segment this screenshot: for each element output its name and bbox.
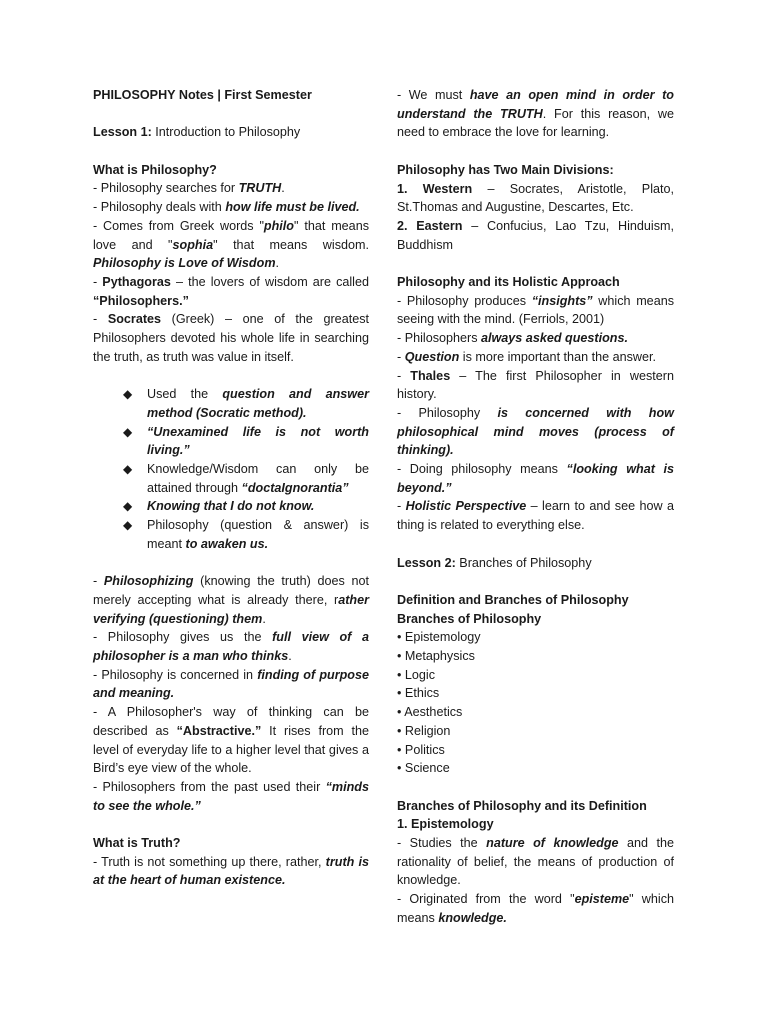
what-is-philosophy-heading [93, 161, 369, 180]
bullet-icon: • [397, 742, 402, 757]
text: - [93, 574, 104, 589]
epistemology-heading-text: 1. Epistemology [397, 817, 494, 832]
diamond-bullet-icon: ◆ [123, 424, 133, 439]
text: and the rationality of belief, the means of production of knowledge. [397, 836, 674, 888]
note-abstractive [93, 703, 369, 778]
text: which means seeing with the mind. (Ferriols, 2001) [397, 293, 674, 327]
emphasis: philo [263, 218, 294, 233]
note-minds-whole [93, 778, 369, 815]
divisions-heading [397, 161, 674, 180]
branches-heading-text: Branches of Philosophy [397, 611, 542, 626]
emphasis: Knowing that I do not know. [147, 499, 315, 514]
list-item [397, 703, 674, 722]
diamond-bullet-icon: ◆ [123, 499, 133, 514]
list-item [93, 385, 369, 422]
emphasis: Question [404, 349, 460, 364]
right-column [397, 86, 674, 928]
what-is-truth-text: What is Truth? [93, 836, 181, 851]
text: - Philosophers from the past used their [93, 779, 326, 794]
text: It rises from the level of everyday life to a higher level that gives a Bird’s eye view of the whole. [93, 723, 369, 776]
branch-name: Ethics [404, 686, 440, 701]
text: - [397, 368, 411, 383]
note-purpose-meaning [93, 666, 369, 703]
emphasis: Philosophy is Love of Wisdom [93, 256, 276, 271]
list-item [397, 722, 674, 741]
emphasis: “looking what is beyond.” [397, 462, 674, 495]
emphasis: Holistic Perspective [405, 499, 527, 514]
socrates-diamond-list [93, 385, 369, 553]
text: - Philosophers [397, 331, 481, 346]
list-item [397, 759, 674, 778]
holistic-heading [397, 273, 674, 292]
branches-heading [397, 610, 674, 629]
text: – The first Philosopher in western history. [397, 368, 674, 402]
text: - Comes from Greek words " [93, 218, 264, 233]
text: " which means [397, 892, 674, 925]
list-item [93, 516, 369, 553]
note-looking-beyond [397, 460, 674, 497]
note-epistemology-studies [397, 834, 674, 890]
emphasis: have an open mind in order to understand the TRUTH [397, 88, 674, 121]
emphasis: sophia [172, 237, 214, 252]
note-full-view [93, 628, 369, 665]
text: . For this reason, we need to embrace the love for learning. [397, 106, 674, 140]
holistic-heading-text: Philosophy and its Holistic Approach [397, 275, 620, 289]
text: – the lovers of wisdom are called [170, 275, 369, 289]
emphasis: “Abstractive.” [176, 723, 262, 738]
text: - Originated from the word " [397, 892, 575, 907]
text: - Philosophy [397, 405, 498, 420]
list-item [397, 666, 674, 685]
diamond-bullet-icon: ◆ [123, 387, 133, 402]
list-item [397, 741, 674, 760]
list-item [93, 460, 369, 497]
emphasis: 1. Western [397, 181, 473, 196]
definition-heading [397, 591, 674, 610]
emphasis: “minds to see the whole.” [93, 779, 369, 813]
bullet-icon: • [397, 723, 402, 738]
lesson2-label: Lesson 2: [397, 555, 456, 570]
emphasis: is concerned with how philosophical mind moves (process of thinking). [397, 405, 674, 458]
what-is-truth-heading [93, 834, 369, 853]
branches-definition-heading-text: Branches of Philosophy and its Definition [397, 798, 647, 813]
emphasis: TRUTH [238, 181, 282, 196]
branches-definition-heading [397, 797, 674, 816]
document-title [93, 86, 369, 105]
note-philosophical-mind [397, 404, 674, 460]
text: - Philosophy deals with [93, 200, 226, 215]
text: - Philosophy produces [397, 293, 532, 308]
text: – Confucius, Lao Tzu, Hinduism, Buddhism [397, 218, 674, 252]
branch-name: Epistemology [404, 630, 481, 645]
bullet-icon: • [397, 667, 402, 682]
text: (knowing the truth) does not merely accepting what is already there, r [93, 574, 369, 607]
text: . [288, 649, 292, 664]
note-thales [397, 367, 674, 404]
document-title-text: PHILOSOPHY Notes | First Semester [93, 88, 312, 102]
text: Philosophy (question & answer) is meant [147, 518, 369, 551]
text: - We must [397, 88, 470, 102]
lesson1-heading [93, 123, 369, 142]
note-truth [93, 853, 369, 890]
emphasis: Philosophizing [103, 574, 194, 589]
emphasis: “Philosophers.” [93, 293, 189, 308]
bullet-icon: • [397, 649, 402, 664]
what-is-philosophy-text: What is Philosophy? [93, 162, 217, 177]
emphasis: Pythagoras [102, 275, 171, 289]
note-how-life-lived [93, 198, 369, 217]
text: - [397, 349, 405, 364]
text: - Philosophy searches for [93, 181, 239, 196]
emphasis: “doctaIgnorantia” [241, 480, 349, 495]
branches-list [397, 628, 674, 778]
text: – learn to and see how a thing is related to everything else. [397, 499, 674, 533]
emphasis: knowledge. [438, 910, 507, 925]
note-searches-truth [93, 179, 369, 198]
text: - Studies the [397, 836, 487, 851]
note-insights [397, 292, 674, 329]
diamond-bullet-icon: ◆ [123, 518, 133, 533]
emphasis: 2. Eastern [397, 218, 463, 233]
text: Knowledge/Wisdom can only be attained through [147, 462, 369, 495]
text: – Socrates, Aristotle, Plato, St.Thomas and Augustine, Descartes, Etc. [397, 181, 674, 215]
emphasis: how life must be lived. [225, 200, 360, 215]
bullet-icon: • [397, 705, 402, 720]
epistemology-heading [397, 815, 674, 834]
branch-name: Politics [404, 742, 445, 757]
text: - Truth is not something up there, rather, [93, 854, 326, 869]
left-column [93, 86, 369, 890]
note-open-mind [397, 86, 674, 142]
text: Used the [147, 387, 223, 402]
division-western [397, 180, 674, 217]
emphasis: to awaken us. [185, 536, 269, 551]
emphasis: Socrates [107, 312, 162, 327]
lesson2-title: Branches of Philosophy [455, 555, 592, 570]
note-episteme [397, 890, 674, 927]
branch-name: Aesthetics [404, 705, 463, 720]
definition-heading-text: Definition and Branches of Philosophy [397, 592, 629, 607]
text: " that means love and " [93, 218, 369, 252]
text: . [275, 256, 280, 271]
emphasis: “insights” [531, 293, 593, 308]
emphasis: Thales [410, 368, 451, 383]
list-item [93, 497, 369, 516]
text: - A Philosopher's way of thinking can be described as [93, 705, 369, 738]
text: - [397, 499, 406, 514]
division-eastern [397, 217, 674, 254]
emphasis: always asked questions. [481, 331, 628, 346]
branch-name: Religion [404, 723, 451, 738]
note-holistic-perspective [397, 497, 674, 534]
text: - Philosophy is concerned in [93, 667, 258, 682]
text: - Doing philosophy means [397, 462, 567, 477]
text: (Greek) – one of the greatest Philosophers devoted his whole life in searching the truth, as truth was value in itself. [93, 312, 369, 364]
text: . [262, 611, 266, 626]
branch-name: Science [404, 761, 450, 776]
diamond-bullet-icon: ◆ [123, 462, 133, 477]
bullet-icon: • [397, 686, 402, 701]
text: - [93, 275, 103, 289]
branch-name: Metaphysics [404, 649, 475, 664]
lesson1-title: Introduction to Philosophy [151, 125, 301, 140]
text: - [93, 312, 108, 327]
note-asked-questions [397, 329, 674, 348]
text: . [281, 181, 285, 196]
branch-name: Logic [404, 667, 436, 682]
text: " that means wisdom. [213, 237, 369, 252]
emphasis: episteme [574, 892, 630, 907]
note-philosophizing [93, 572, 369, 628]
note-socrates [93, 310, 369, 366]
bullet-icon: • [397, 761, 402, 776]
text: is more important than the answer. [459, 349, 656, 364]
emphasis: truth is at the heart of human existence. [93, 854, 369, 888]
emphasis: question and answer method (Socratic method). [147, 387, 370, 420]
emphasis: full view of a philosopher is a man who thinks [93, 630, 369, 664]
emphasis: ather verifying (questioning) them [93, 592, 369, 626]
emphasis: finding of purpose and meaning. [93, 667, 370, 701]
lesson1-label: Lesson 1: [93, 125, 152, 140]
emphasis: nature of knowledge [486, 836, 619, 851]
list-item [397, 628, 674, 647]
note-question [397, 348, 674, 367]
list-item [93, 423, 369, 460]
bullet-icon: • [397, 630, 402, 645]
emphasis: “Unexamined life is not worth living.” [147, 424, 369, 458]
lesson2-heading [397, 554, 674, 573]
note-greek-words [93, 217, 369, 273]
list-item [397, 684, 674, 703]
note-pythagoras [93, 273, 369, 310]
list-item [397, 647, 674, 666]
text: - Philosophy gives us the [93, 630, 273, 645]
divisions-heading-text: Philosophy has Two Main Divisions: [397, 162, 614, 177]
